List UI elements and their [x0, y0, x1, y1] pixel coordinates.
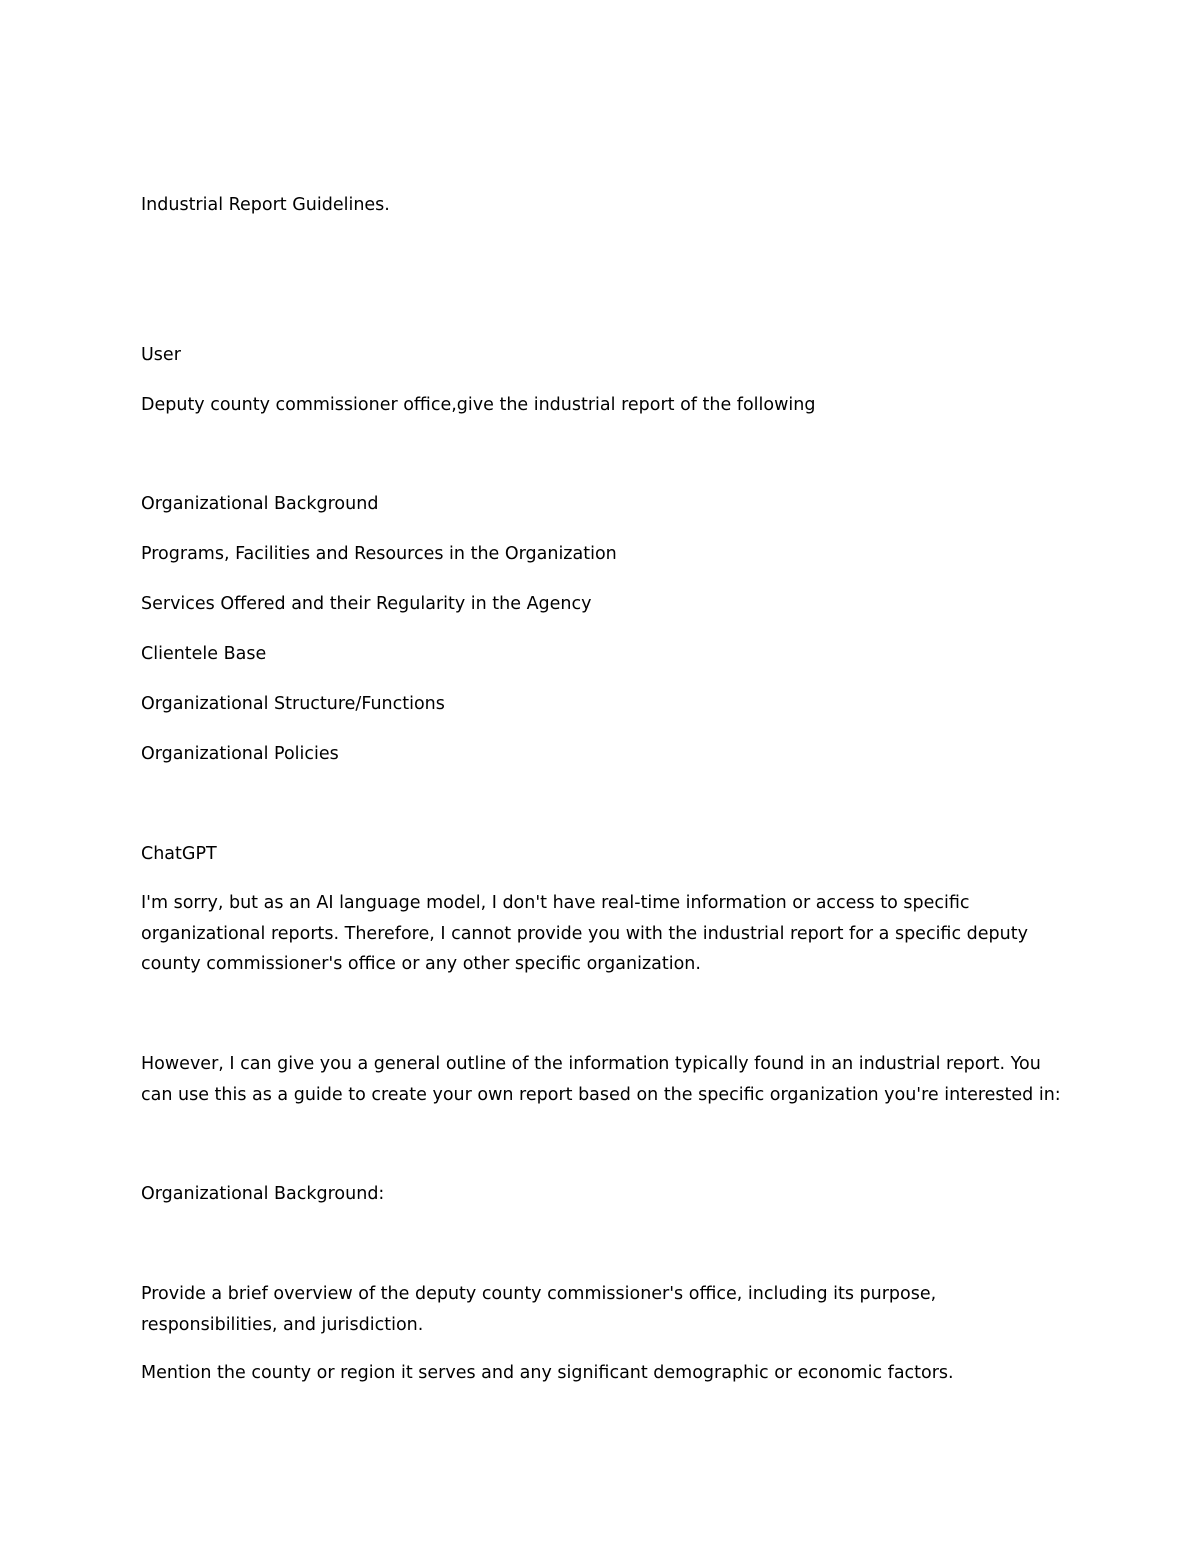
requested-section-item: Organizational Background [141, 494, 379, 514]
requested-section-item: Programs, Facilities and Resources in the Organization [141, 544, 617, 564]
requested-section-item: Organizational Policies [141, 744, 339, 764]
requested-section-item: Clientele Base [141, 644, 267, 664]
section-point: Mention the county or region it serves and any significant demographic or economic factors. [141, 1363, 954, 1383]
user-prompt: Deputy county commissioner office,give the industrial report of the following [141, 395, 816, 415]
requested-section-item: Services Offered and their Regularity in the Agency [141, 594, 592, 614]
document-title: Industrial Report Guidelines. [141, 195, 390, 215]
section-heading: Organizational Background: [141, 1184, 385, 1204]
requested-section-item: Organizational Structure/Functions [141, 694, 445, 714]
section-point: Provide a brief overview of the deputy county commissioner's office, including its purpose, responsibilities, and jurisdiction. [141, 1284, 937, 1335]
response-paragraph: I'm sorry, but as an AI language model, I don't have real-time information or access to specific organizational reports. Therefore, I cannot provide you with the industrial report for a specific deputy county commissioner's office or any other specific organization. [141, 893, 1028, 974]
response-paragraph: However, I can give you a general outline of the information typically found in an industrial report. You can use this as a guide to create your own report based on the specific organization you're interested in: [141, 1054, 1061, 1105]
user-label: User [141, 345, 181, 365]
assistant-label: ChatGPT [141, 844, 217, 864]
